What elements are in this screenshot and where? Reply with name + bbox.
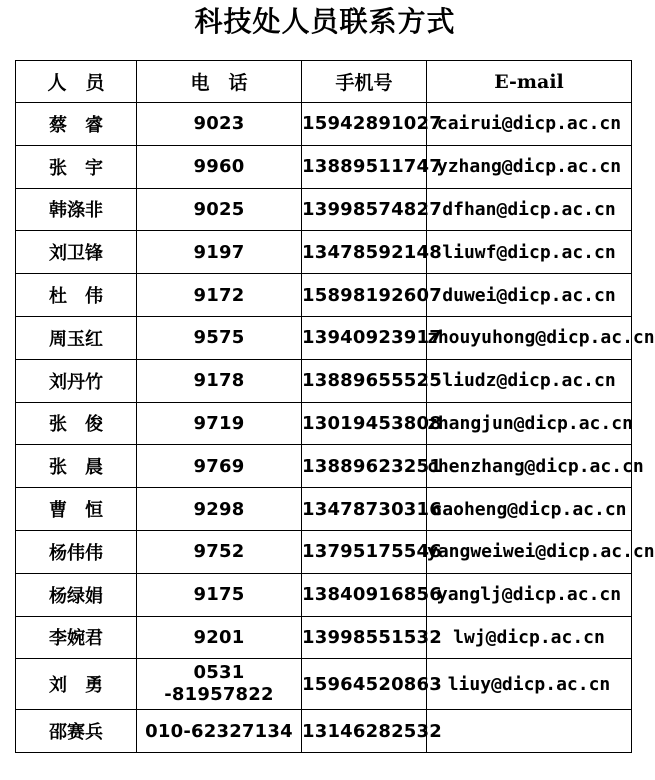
email-address: cairui@dicp.ac.cn [427,103,632,146]
mobile-number: 13889655525 [302,359,427,402]
table-row [16,616,632,659]
table-row [16,402,632,445]
office-phone: 9719 [137,402,302,445]
person-name: 邵赛兵 [16,710,137,753]
office-phone-line1: 0531 [193,662,245,684]
email-address: zhouyuhong@dicp.ac.cn [427,316,632,359]
email-address: yangweiwei@dicp.ac.cn [427,530,632,573]
table-row [16,274,632,317]
mobile-number: 13889623251 [302,445,427,488]
office-phone [137,659,302,710]
table-row [16,488,632,531]
email-address: liudz@dicp.ac.cn [427,359,632,402]
email-address: lwj@dicp.ac.cn [427,616,632,659]
office-phone: 9175 [137,573,302,616]
mobile-number: 13019453808 [302,402,427,445]
office-phone-line2: -81957822 [164,684,274,706]
table-row [16,710,632,753]
person-name: 张 俊 [16,402,137,445]
email-address: caoheng@dicp.ac.cn [427,488,632,531]
table-header-row [16,61,632,103]
person-name: 蔡 睿 [16,103,137,146]
office-phone: 9575 [137,316,302,359]
mobile-number: 13840916856 [302,573,427,616]
table-row [16,445,632,488]
email-address: yzhang@dicp.ac.cn [427,145,632,188]
person-name: 刘卫锋 [16,231,137,274]
office-phone: 9197 [137,231,302,274]
table-row [16,231,632,274]
table-row [16,530,632,573]
person-name: 韩涤非 [16,188,137,231]
email-address: yanglj@dicp.ac.cn [427,573,632,616]
office-phone: 9752 [137,530,302,573]
person-name: 周玉红 [16,316,137,359]
table-row [16,188,632,231]
person-name: 杜 伟 [16,274,137,317]
mobile-number: 13478592148 [302,231,427,274]
person-name: 曹 恒 [16,488,137,531]
office-phone: 9025 [137,188,302,231]
email-address: zhangjun@dicp.ac.cn [427,402,632,445]
page-title: 科技处人员联系方式 [194,5,456,38]
table-row [16,573,632,616]
table-row [16,103,632,146]
person-name: 刘丹竹 [16,359,137,402]
mobile-number: 13940923917 [302,316,427,359]
email-address: liuy@dicp.ac.cn [427,659,632,710]
email-address: chenzhang@dicp.ac.cn [427,445,632,488]
header-phone: 电 话 [137,61,302,103]
mobile-number: 15898192607 [302,274,427,317]
contact-table [15,60,655,753]
person-name: 李婉君 [16,616,137,659]
table-row [16,659,632,710]
mobile-number: 13998551532 [302,616,427,659]
person-name: 杨伟伟 [16,530,137,573]
header-name: 人 员 [16,61,137,103]
person-name: 杨绿娟 [16,573,137,616]
email-address: duwei@dicp.ac.cn [427,274,632,317]
table-row [16,316,632,359]
office-phone: 9960 [137,145,302,188]
mobile-number: 15942891027 [302,103,427,146]
person-name: 张 宇 [16,145,137,188]
mobile-number: 13146282532 [302,710,427,753]
header-mobile: 手机号 [302,61,427,103]
mobile-number: 13998574827 [302,188,427,231]
office-phone: 9023 [137,103,302,146]
header-email: E-mail [427,61,632,103]
email-address: liuwf@dicp.ac.cn [427,231,632,274]
office-phone: 010-62327134 [137,710,302,753]
table-row [16,359,632,402]
table-row [16,145,632,188]
email-address: dfhan@dicp.ac.cn [427,188,632,231]
office-phone: 9172 [137,274,302,317]
mobile-number: 13478730316 [302,488,427,531]
person-name: 张 晨 [16,445,137,488]
mobile-number: 15964520863 [302,659,427,710]
office-phone: 9769 [137,445,302,488]
email-address [427,710,632,753]
office-phone: 9298 [137,488,302,531]
office-phone: 9201 [137,616,302,659]
person-name: 刘 勇 [16,659,137,710]
mobile-number: 13889511747 [302,145,427,188]
office-phone: 9178 [137,359,302,402]
mobile-number: 13795175546 [302,530,427,573]
